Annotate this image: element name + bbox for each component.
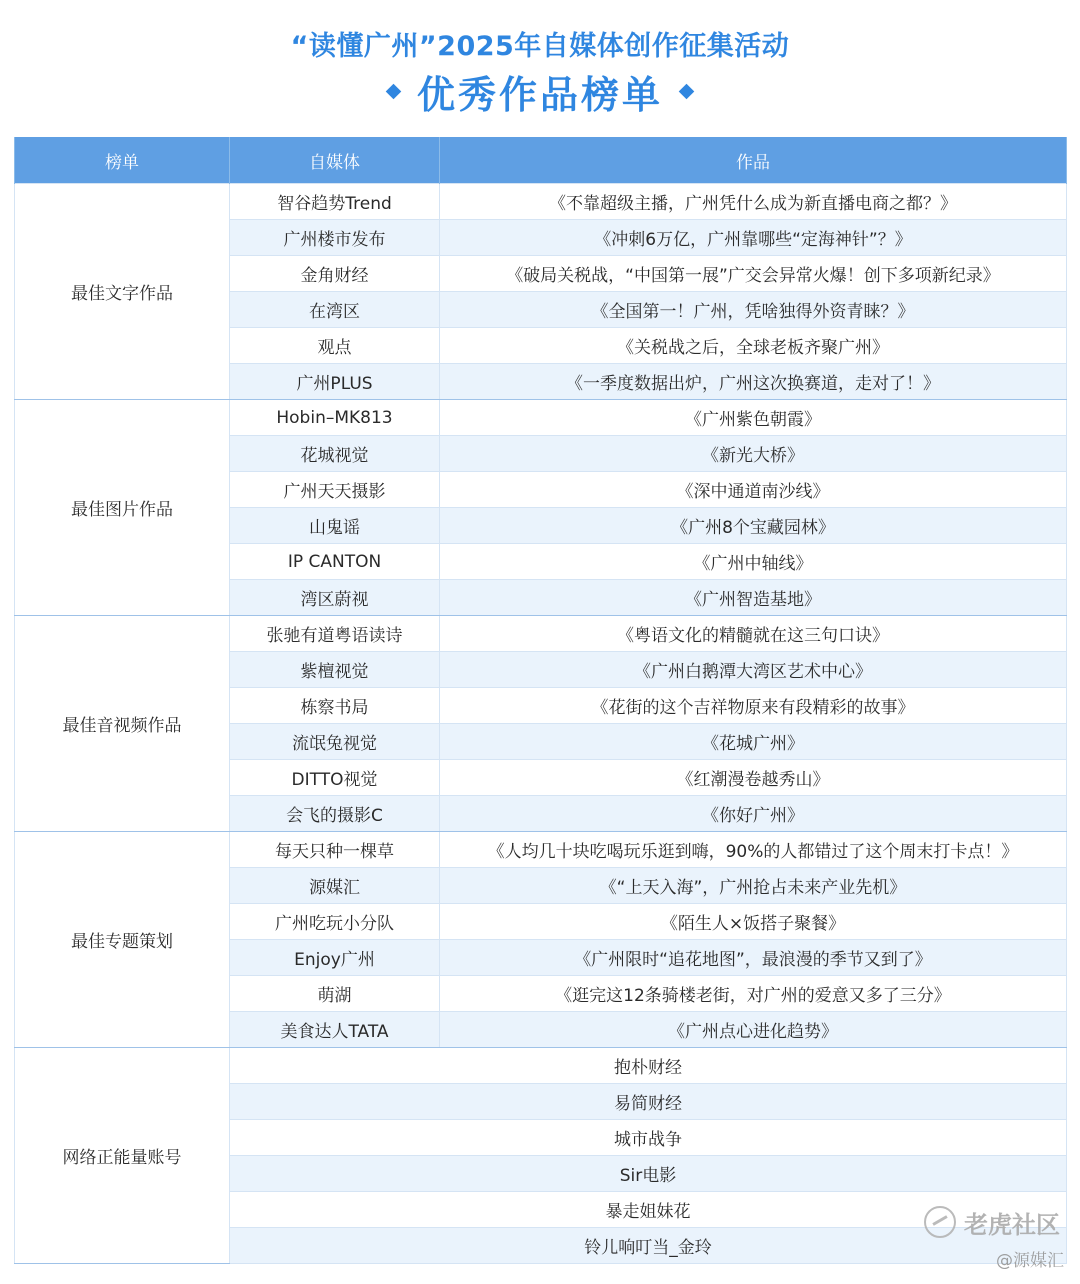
- account-cell: Sir电影: [230, 1156, 1067, 1192]
- work-cell: 《广州白鹅潭大湾区艺术中心》: [440, 652, 1067, 688]
- media-cell: 紫檀视觉: [230, 652, 440, 688]
- media-cell: 湾区蔚视: [230, 580, 440, 616]
- column-header-work: 作品: [440, 137, 1067, 184]
- work-cell: 《一季度数据出炉，广州这次换赛道，走对了！》: [440, 364, 1067, 400]
- category-cell: 网络正能量账号: [15, 1048, 230, 1264]
- work-cell: 《花街的这个吉祥物原来有段精彩的故事》: [440, 688, 1067, 724]
- work-cell: 《新光大桥》: [440, 436, 1067, 472]
- work-cell: 《广州智造基地》: [440, 580, 1067, 616]
- diamond-right-icon: [679, 83, 695, 99]
- account-cell: 暴走姐妹花: [230, 1192, 1067, 1228]
- media-cell: 广州PLUS: [230, 364, 440, 400]
- list-title-row: [0, 66, 1080, 116]
- watermark-primary: [924, 1204, 1060, 1240]
- list-title: 优秀作品榜单: [416, 72, 663, 117]
- work-cell: 《逛完这12条骑楼老街，对广州的爱意又多了三分》: [440, 976, 1067, 1012]
- media-cell: DITTO视觉: [230, 760, 440, 796]
- diamond-left-icon: [386, 83, 402, 99]
- account-cell: 易简财经: [230, 1084, 1067, 1120]
- work-cell: 《全国第一！广州，凭啥独得外资青睐？》: [440, 292, 1067, 328]
- media-cell: 金角财经: [230, 256, 440, 292]
- table-row: [15, 1048, 1067, 1084]
- work-cell: 《你好广州》: [440, 796, 1067, 832]
- media-cell: 山鬼谣: [230, 508, 440, 544]
- watermark-primary-text: 老虎社区: [964, 1210, 1060, 1239]
- column-header-media: 自媒体: [230, 137, 440, 184]
- media-cell: 观点: [230, 328, 440, 364]
- media-cell: 栋察书局: [230, 688, 440, 724]
- work-cell: 《深中通道南沙线》: [440, 472, 1067, 508]
- work-cell: 《粤语文化的精髓就在这三句口诀》: [440, 616, 1067, 652]
- account-cell: 铃儿响叮当_金玲: [230, 1228, 1067, 1264]
- media-cell: IP CANTON: [230, 544, 440, 580]
- media-cell: 萌湖: [230, 976, 440, 1012]
- media-cell: Enjoy广州: [230, 940, 440, 976]
- work-cell: 《“上天入海”，广州抢占未来产业先机》: [440, 868, 1067, 904]
- table-body: [15, 184, 1067, 1264]
- event-title: “读懂广州”2025年自媒体创作征集活动: [290, 31, 790, 62]
- media-cell: 美食达人TATA: [230, 1012, 440, 1048]
- category-cell: 最佳文字作品: [15, 184, 230, 400]
- media-cell: 广州楼市发布: [230, 220, 440, 256]
- media-cell: 广州天天摄影: [230, 472, 440, 508]
- work-cell: 《人均几十块吃喝玩乐逛到嗨，90%的人都错过了这个周末打卡点！》: [440, 832, 1067, 868]
- category-cell: 最佳图片作品: [15, 400, 230, 616]
- watermark-secondary: @源媒汇: [996, 1251, 1064, 1271]
- media-cell: 智谷趋势Trend: [230, 184, 440, 220]
- media-cell: 张驰有道粤语读诗: [230, 616, 440, 652]
- account-cell: 城市战争: [230, 1120, 1067, 1156]
- work-cell: 《红潮漫卷越秀山》: [440, 760, 1067, 796]
- table-row: [15, 400, 1067, 436]
- media-cell: 广州吃玩小分队: [230, 904, 440, 940]
- category-cell: 最佳音视频作品: [15, 616, 230, 832]
- column-header-category: 榜单: [15, 137, 230, 184]
- category-cell: 最佳专题策划: [15, 832, 230, 1048]
- table-row: [15, 832, 1067, 868]
- ranking-table: [14, 137, 1067, 1264]
- work-cell: 《关税战之后，全球老板齐聚广州》: [440, 328, 1067, 364]
- media-cell: 源媒汇: [230, 868, 440, 904]
- work-cell: 《广州中轴线》: [440, 544, 1067, 580]
- work-cell: 《陌生人×饭搭子聚餐》: [440, 904, 1067, 940]
- media-cell: 在湾区: [230, 292, 440, 328]
- table-row: [15, 616, 1067, 652]
- media-cell: 流氓兔视觉: [230, 724, 440, 760]
- work-cell: 《广州点心进化趋势》: [440, 1012, 1067, 1048]
- account-cell: 抱朴财经: [230, 1048, 1067, 1084]
- tiger-logo-icon: [924, 1206, 956, 1238]
- table-row: [15, 184, 1067, 220]
- work-cell: 《破局关税战，“中国第一展”广交会异常火爆！创下多项新纪录》: [440, 256, 1067, 292]
- media-cell: Hobin–MK813: [230, 400, 440, 436]
- work-cell: 《广州紫色朝霞》: [440, 400, 1067, 436]
- work-cell: 《广州限时“追花地图”，最浪漫的季节又到了》: [440, 940, 1067, 976]
- work-cell: 《广州8个宝藏园林》: [440, 508, 1067, 544]
- table-header-row: [15, 137, 1067, 184]
- work-cell: 《冲刺6万亿，广州靠哪些“定海神针”？》: [440, 220, 1067, 256]
- title-area: [0, 0, 1080, 138]
- work-cell: 《花城广州》: [440, 724, 1067, 760]
- media-cell: 每天只种一棵草: [230, 832, 440, 868]
- media-cell: 会飞的摄影C: [230, 796, 440, 832]
- media-cell: 花城视觉: [230, 436, 440, 472]
- work-cell: 《不靠超级主播，广州凭什么成为新直播电商之都？》: [440, 184, 1067, 220]
